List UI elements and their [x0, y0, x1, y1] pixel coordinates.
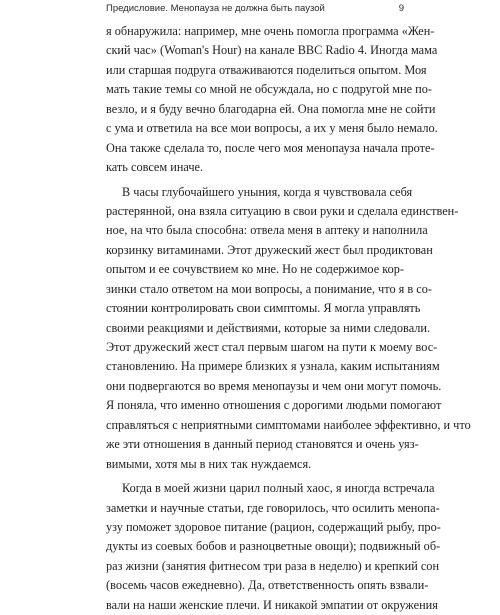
text-line: они подвергаются во время менопаузы и чем они могут помочь. — [106, 378, 442, 393]
body-text — [106, 22, 471, 615]
text-line: дукты из соевых бобов и разноцветные овощи); подвижный об- — [106, 539, 441, 554]
text-line: ский час» (Woman's Hour) на канале BBC Radio 4. Иногда мама — [106, 43, 438, 58]
page-number: 9 — [398, 3, 404, 14]
text-line: узу поможет здоровое питание (рацион, содержащий рыбу, про- — [106, 519, 441, 534]
text-line: опытом и ее сочувствием ко мне. Но не содержимое кор- — [106, 262, 404, 277]
text-line: корзинку витаминами. Этот дружеский жест был продиктован — [106, 242, 433, 257]
text-line: заметки и научные статьи, где говорилось, что осилить менопа- — [106, 500, 440, 515]
text-line: мать такие темы со мной не обсуждала, но с подругой мне по- — [106, 82, 432, 97]
text-line: вали на наши женские плечи. И никакой эмпатии от окружения — [106, 597, 438, 612]
text-line: стоянии контролировать свои симптомы. Я могла управлять — [106, 301, 421, 316]
text-line: зинки стало ответом на мои вопросы, а понимание, что я в со- — [106, 281, 432, 296]
text-line: кать совсем иначе. — [106, 160, 204, 175]
text-line: я обнаружила: например, мне очень помогла программа «Жен- — [106, 24, 435, 38]
text-line: раз жизни (занятия фитнесом три раза в неделю) и крепкий сон — [106, 558, 440, 573]
text-line: же эти отношения в данный период становятся и очень уяз- — [106, 437, 419, 452]
text-line: с ума и ответила на все мои вопросы, а их у меня было немало. — [106, 121, 438, 136]
text-line: вимыми, хотя мы в них так нуждаемся. — [106, 456, 312, 471]
text-line: Этот дружеский жест стал первым шагом на пути к моему вос- — [106, 340, 438, 354]
text-line: ное, на что была способна: отвела меня в аптеку и наполнила — [106, 223, 428, 238]
text-line: растерянной, она взяла ситуацию в свои руки и сделала единствен- — [106, 203, 459, 218]
running-head — [106, 3, 404, 15]
text-line: В часы глубочайшего уныния, когда я чувствовала себя — [122, 184, 413, 199]
text-line: Я поняла, что именно отношения с дорогими людьми помогают — [106, 398, 442, 413]
text-line: Когда в моей жизни царил полный хаос, я иногда встречала — [122, 481, 435, 496]
text-line: становлению. На примере близких я узнала, каким испытаниям — [106, 359, 440, 374]
text-line: справляться с неприятными симптомами наиболее эффективно, и что — [106, 417, 471, 432]
running-title: Предисловие. Менопауза не должна быть паузой — [106, 3, 325, 14]
text-line: везло, и я буду вечно благодарна ей. Она помогла мне не сойти — [106, 101, 436, 116]
text-line: своими реакциями и действиями, которые за ними следовали. — [106, 320, 431, 335]
text-line: (восемь часов ежедневно). Да, ответственность опять взвали- — [106, 578, 429, 593]
text-line: Она также сделала то, после чего моя менопауза начала проте- — [106, 140, 435, 155]
text-line: или старшая подруга отваживаются поделиться опытом. Моя — [106, 62, 427, 77]
